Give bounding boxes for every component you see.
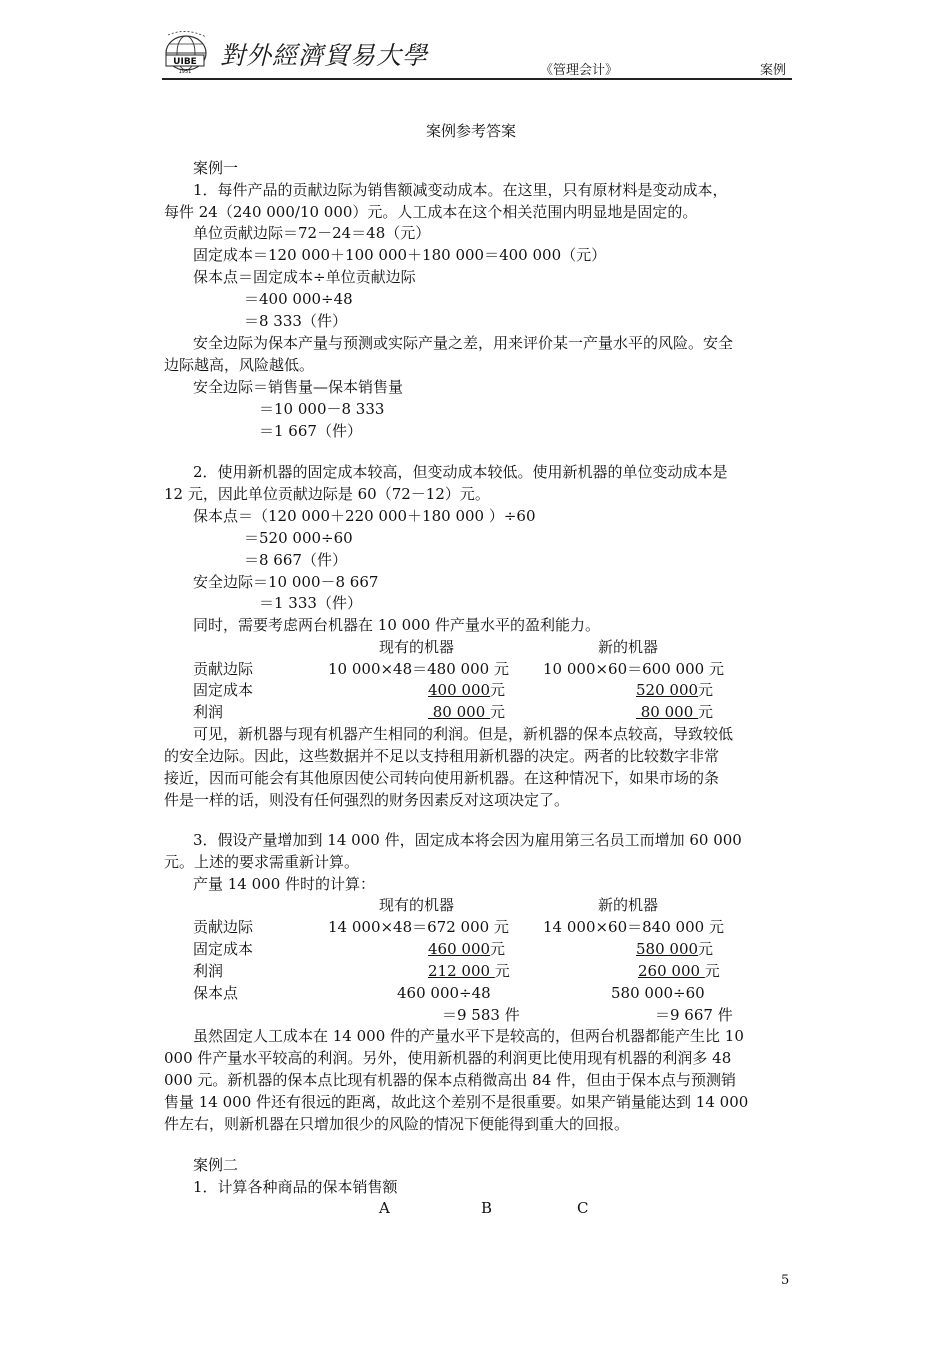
table1-cell-new: 520 000元	[636, 681, 714, 699]
case1-heading: 案例一	[193, 159, 239, 177]
safety-margin2-line2: ＝1 333（件）	[259, 594, 362, 612]
final-line5: 件左右，则新机器在只增加很少的风险的情况下便能得到重大的回报。	[164, 1115, 630, 1133]
table1-header-new: 新的机器	[598, 638, 659, 656]
svg-text:UIBE: UIBE	[173, 57, 197, 67]
university-logo	[162, 31, 214, 75]
safety-margin-line1: 安全边际＝销售量—保本销售量	[193, 378, 404, 396]
safety-margin-line3: ＝1 667（件）	[259, 422, 362, 440]
final-line4: 售量 14 000 件还有很远的距离，故此这个差别不是很重要。如果产销量能达到 14 000	[164, 1093, 749, 1111]
safety-margin2-line1: 安全边际＝10 000－8 667	[193, 573, 379, 591]
table2-cell-existing: 460 000÷48	[397, 984, 491, 1002]
table2-cell-new: 580 000元	[636, 940, 714, 958]
section-label: 案例	[760, 63, 787, 78]
conclusion-line3: 接近，因而可能会有其他原因使公司转向使用新机器。在这种情况下，如果市场的条	[164, 769, 720, 787]
table2-row-label: 保本点	[193, 984, 239, 1002]
table2-cell-new: 14 000×60＝840 000 元	[543, 918, 724, 936]
table2-cell-new: 260 000 元	[638, 962, 720, 980]
final-line1: 虽然固定人工成本在 14 000 件的产量水平下是较高的，但两台机器都能产生比 10	[193, 1027, 744, 1045]
conclusion-line4: 件是一样的话，则没有任何强烈的财务因素反对这项决定了。	[164, 791, 570, 809]
case2-p1: 1．计算各种商品的保本销售额	[193, 1178, 398, 1196]
table1-row-label: 固定成本	[193, 681, 254, 699]
table1-cell-new: 80 000 元	[636, 703, 714, 721]
conclusion-line2: 的安全边际。因此，这些数据并不足以支持租用新机器的决定。两者的比较数字非常	[164, 747, 720, 765]
case1-p1-line2: 每件 24（240 000/10 000）元。人工成本在这个相关范围内明显地是固定的。	[164, 203, 698, 221]
page-title: 案例参考答案	[426, 122, 517, 140]
table2-row-label: 固定成本	[193, 940, 254, 958]
case2-col-c: C	[577, 1199, 589, 1217]
table2-cell-existing: ＝9 583 件	[442, 1006, 520, 1024]
case1-p1-line1: 1．每件产品的贡献边际为销售额减变动成本。在这里，只有原材料是变动成本，	[193, 181, 728, 199]
university-name: 對外經濟貿易大學	[220, 41, 429, 70]
table2-cell-existing: 14 000×48＝672 000 元	[328, 918, 509, 936]
unit-contribution-margin: 单位贡献边际＝72－24＝48（元）	[193, 224, 431, 242]
conclusion-line1: 可见，新机器与现有机器产生相同的利润。但是，新机器的保本点较高，导致较低	[193, 725, 734, 743]
table1-cell-existing: 10 000×48＝480 000 元	[328, 660, 509, 678]
breakeven2-line2: ＝520 000÷60	[244, 529, 353, 547]
table2-cell-existing: 212 000 元	[428, 962, 510, 980]
course-title: 《管理会计》	[540, 63, 619, 78]
case1-p3-line2: 元。上述的要求需重新计算。	[164, 853, 360, 871]
breakeven-line2: ＝400 000÷48	[244, 290, 353, 308]
svg-text:1951: 1951	[178, 69, 192, 75]
table1-row-label: 贡献边际	[193, 660, 254, 678]
safety-margin-def-line1: 安全边际为保本产量与预测或实际产量之差，用来评价某一产量水平的风险。安全	[193, 334, 734, 352]
table2-cell-existing: 460 000元	[428, 940, 506, 958]
globe-logo-icon	[162, 31, 214, 75]
safety-margin-def-line2: 边际越高，风险越低。	[164, 356, 315, 374]
table1-cell-new: 10 000×60＝600 000 元	[543, 660, 724, 678]
fixed-cost-line: 固定成本＝120 000＋100 000＋180 000＝400 000（元）	[193, 246, 607, 264]
table2-cell-new: ＝9 667 件	[655, 1006, 733, 1024]
final-line2: 000 件产量水平较高的利润。另外，使用新机器的利润更比使用现有机器的利润多 48	[164, 1049, 732, 1067]
header-divider	[162, 78, 792, 80]
table2-header-existing: 现有的机器	[379, 896, 455, 914]
final-line3: 000 元。新机器的保本点比现有机器的保本点稍微高出 84 件，但由于保本点与预测销	[164, 1071, 737, 1089]
case2-col-a: A	[379, 1199, 390, 1217]
safety-margin-line2: ＝10 000－8 333	[259, 400, 385, 418]
case2-heading: 案例二	[193, 1156, 239, 1174]
case1-p2-line2: 12 元，因此单位贡献边际是 60（72－12）元。	[164, 485, 490, 503]
case1-p2-line1: 2．使用新机器的固定成本较高，但变动成本较低。使用新机器的单位变动成本是	[193, 463, 728, 481]
table2-header-new: 新的机器	[598, 896, 659, 914]
table2-cell-new: 580 000÷60	[611, 984, 705, 1002]
profitability-intro: 同时，需要考虑两台机器在 10 000 件产量水平的盈利能力。	[193, 616, 601, 634]
table2-row-label: 利润	[193, 962, 224, 980]
breakeven2-line1: 保本点＝（120 000＋220 000＋180 000 ）÷60	[193, 507, 536, 525]
table2-row-label: 贡献边际	[193, 918, 254, 936]
breakeven-line1: 保本点＝固定成本÷单位贡献边际	[193, 268, 416, 286]
page-number: 5	[781, 1273, 790, 1288]
table1-header-existing: 现有的机器	[379, 638, 455, 656]
breakeven2-line3: ＝8 667（件）	[244, 551, 347, 569]
table1-cell-existing: 80 000 元	[428, 703, 506, 721]
table1-cell-existing: 400 000元	[428, 681, 506, 699]
case1-p3-line3: 产量 14 000 件时的计算：	[193, 875, 376, 893]
case1-p3-line1: 3．假设产量增加到 14 000 件，固定成本将会因为雇用第三名员工而增加 60 000	[193, 831, 742, 849]
case2-col-b: B	[481, 1199, 493, 1217]
table1-row-label: 利润	[193, 703, 224, 721]
breakeven-line3: ＝8 333（件）	[244, 312, 347, 330]
